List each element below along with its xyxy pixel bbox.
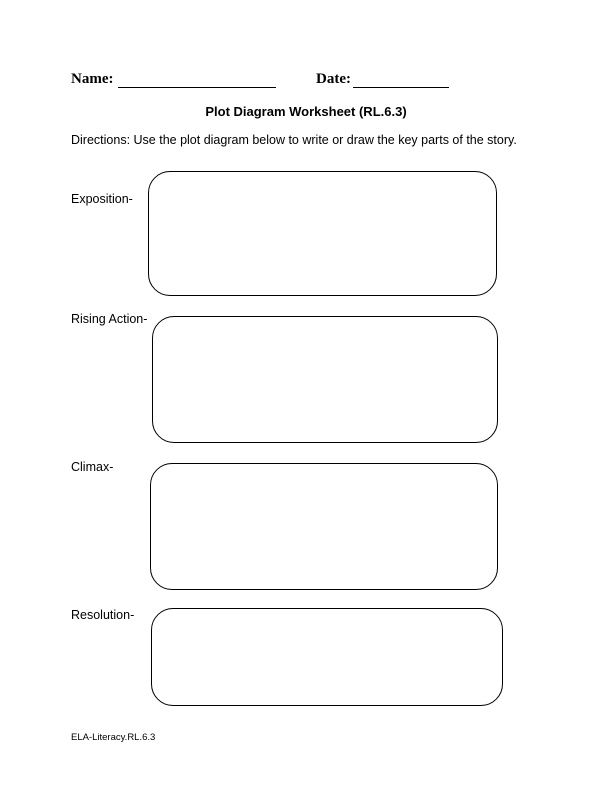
resolution-box[interactable] — [151, 608, 503, 706]
rising-action-box[interactable] — [152, 316, 498, 443]
resolution-label: Resolution- — [71, 608, 135, 622]
worksheet-title: Plot Diagram Worksheet (RL.6.3) — [205, 104, 407, 119]
date-label: Date: — [316, 71, 351, 87]
name-label: Name: — [71, 71, 114, 87]
footer-standard: ELA-Literacy.RL.6.3 — [71, 732, 156, 743]
climax-box[interactable] — [150, 463, 498, 590]
climax-label: Climax- — [71, 460, 114, 474]
name-blank-line[interactable] — [118, 87, 276, 88]
exposition-box[interactable] — [148, 171, 497, 296]
date-blank-line[interactable] — [353, 87, 449, 88]
directions-text: Directions: Use the plot diagram below to write or draw the key parts of the story. — [71, 133, 517, 147]
exposition-label: Exposition- — [71, 192, 133, 206]
rising-action-label: Rising Action- — [71, 312, 148, 326]
